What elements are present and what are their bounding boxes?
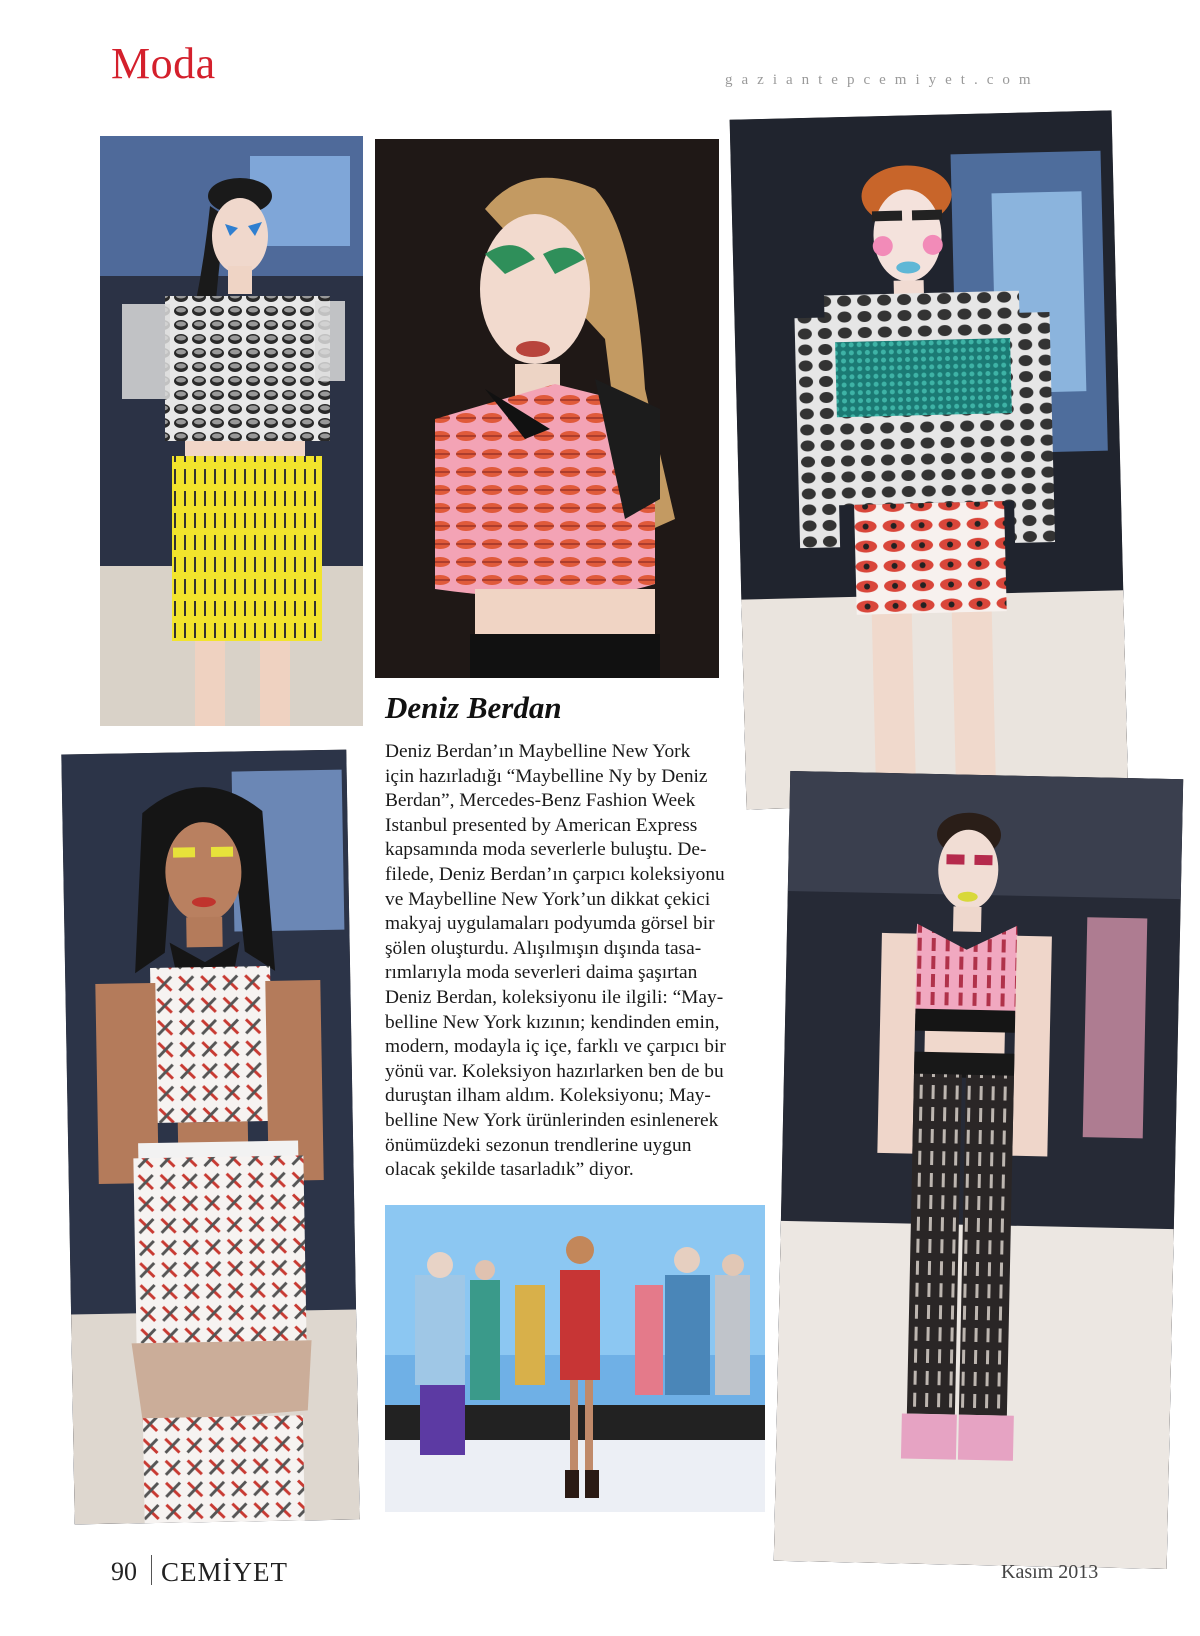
runway-photo-4: [61, 750, 359, 1525]
article-line: modern, modayla iç içe, farklı ve çarpıcı bir: [385, 1036, 726, 1058]
article-line: yönü var. Koleksiyon hazırlarken ben de bu: [385, 1060, 724, 1082]
magazine-name: CEMİYET: [161, 1557, 288, 1587]
article-line: belline New York kızının; kendinden emin,: [385, 1011, 720, 1033]
article-line: olacak şekilde tasarladık” diyor.: [385, 1159, 634, 1181]
article-line: filede, Deniz Berdan’ın çarpıcı koleksiyonu: [385, 863, 725, 885]
article-line: duruştan ilham aldım. Koleksiyonu; May-: [385, 1085, 711, 1107]
article-line: rımlarıyla moda severleri daima şaşırtan: [385, 962, 698, 984]
section-title: Moda: [111, 39, 216, 88]
article-line: Deniz Berdan, koleksiyonu ile ilgili: “May-: [385, 986, 724, 1008]
article-line: Berdan”, Mercedes-Benz Fashion Week: [385, 790, 696, 812]
article-line: belline New York ürünlerinden esinlenerek: [385, 1109, 719, 1131]
site-url: gaziantepcemiyet.com: [725, 72, 1040, 88]
footer-divider: [151, 1555, 152, 1585]
runway-photo-5: [774, 771, 1183, 1569]
runway-photo-3: [730, 110, 1129, 809]
runway-photo-1: [100, 136, 363, 726]
page-number: 90: [111, 1557, 137, 1586]
article-line: ve Maybelline New York’un dikkat çekici: [385, 888, 711, 910]
article-line: Istanbul presented by American Express: [385, 814, 698, 836]
runway-finale-photo: [385, 1205, 765, 1512]
article-line: için hazırladığı “Maybelline Ny by Deniz: [385, 765, 708, 787]
article-heading: Deniz Berdan: [385, 690, 562, 725]
article-line: Deniz Berdan’ın Maybelline New York: [385, 741, 691, 762]
runway-photo-2: [375, 139, 719, 678]
article-line: şölen oluşturdu. Alışılmışın dışında tasa-: [385, 937, 702, 959]
article-line: makyaj uygulamaları podyumda görsel bir: [385, 913, 715, 935]
article-body: [385, 740, 755, 1183]
article-line: önümüzdeki sezonun trendlerine uygun: [385, 1134, 692, 1156]
article-line: kapsamında moda severlerle buluştu. De-: [385, 839, 707, 861]
issue-date: Kasım 2013: [1001, 1561, 1099, 1583]
